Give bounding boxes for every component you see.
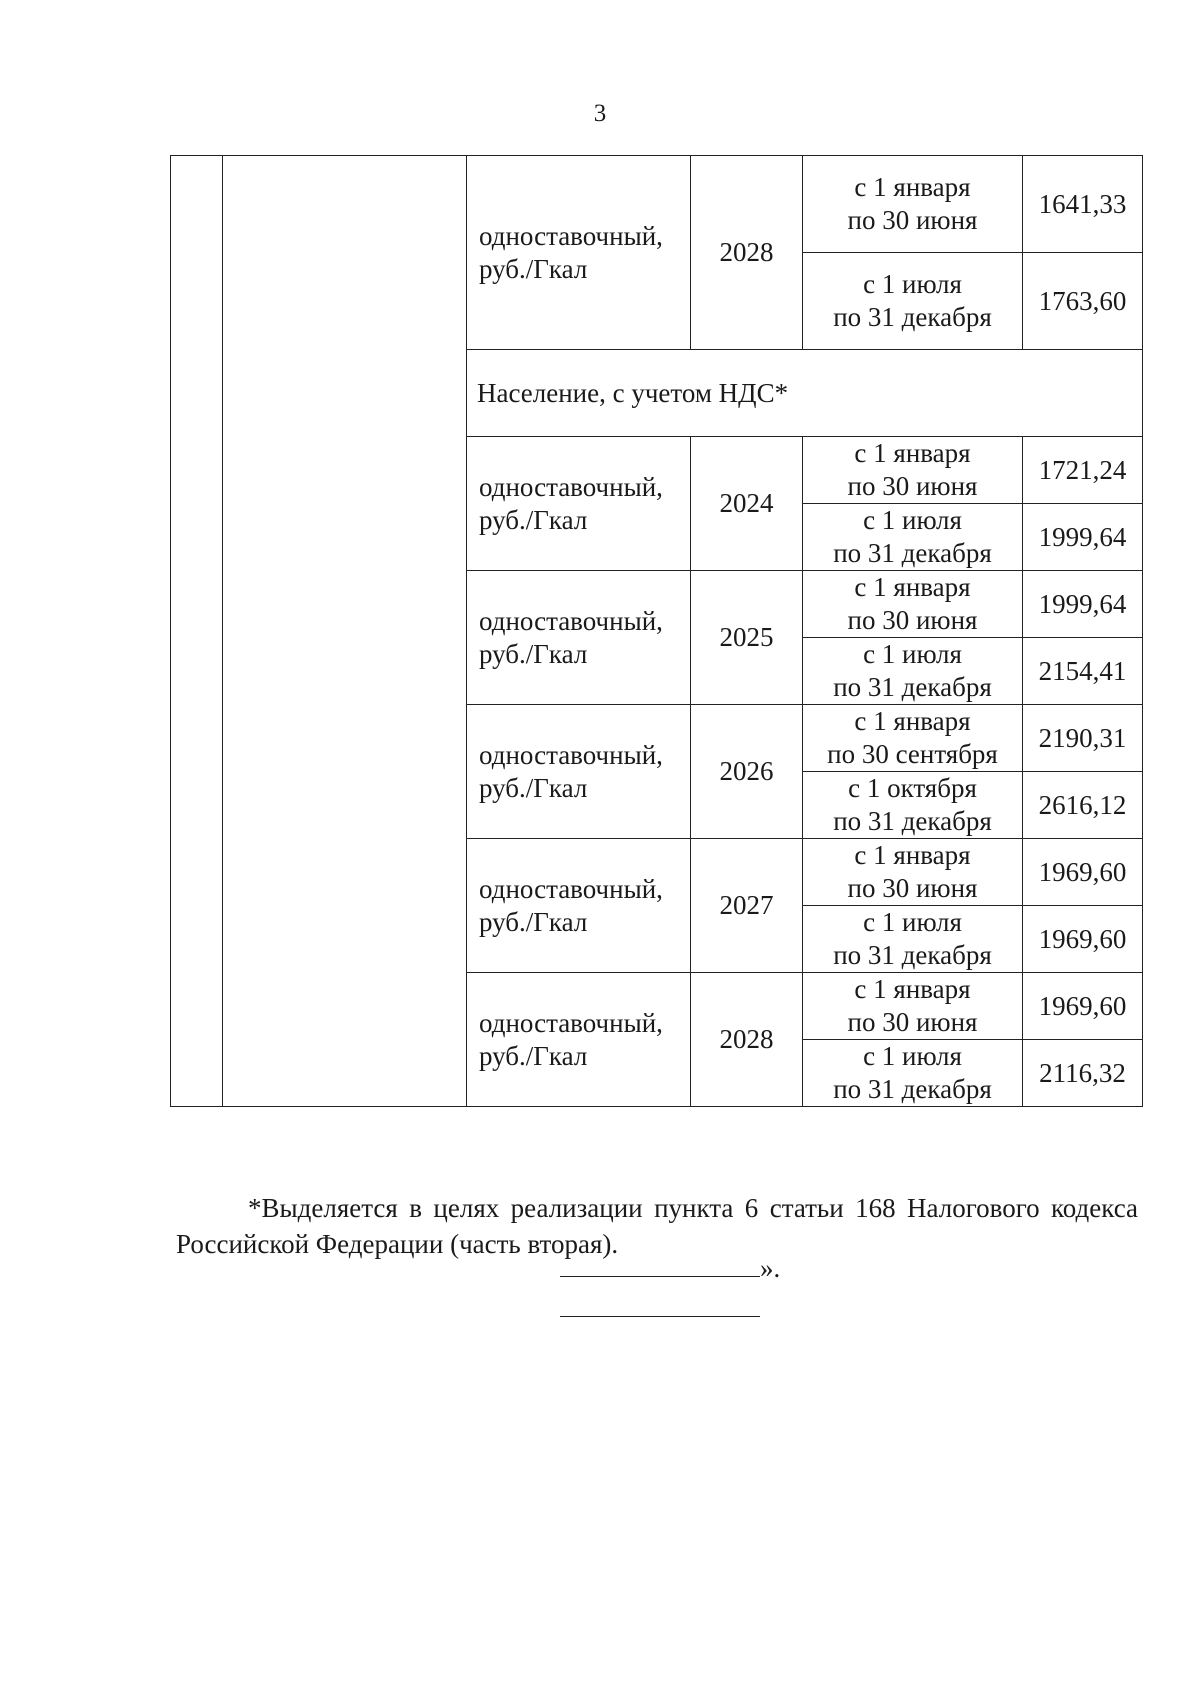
group-label: Население, с учетом НДС*	[467, 350, 1143, 437]
tariff-value-cell: 2616,12	[1023, 772, 1143, 839]
period-cell: с 1 июля по 31 декабря	[803, 638, 1023, 705]
tariff-value-cell: 1721,24	[1023, 437, 1143, 504]
year-cell: 2024	[691, 437, 803, 571]
tariff-type-cell: одноставочный, руб./Гкал	[467, 973, 691, 1107]
tariff-value-cell: 2116,32	[1023, 1040, 1143, 1107]
tariff-value-cell: 1999,64	[1023, 504, 1143, 571]
footnote: *Выделяется в целях реализации пункта 6 статьи 168 Налогового кодекса Российской Федерации (часть вторая).	[176, 1193, 1138, 1259]
tariff-value-cell: 1641,33	[1023, 156, 1143, 253]
year-cell: 2028	[691, 973, 803, 1107]
period-cell: с 1 января по 30 июня	[803, 839, 1023, 906]
period-cell: с 1 октября по 31 декабря	[803, 772, 1023, 839]
tariff-type-cell: одноставочный, руб./Гкал	[467, 705, 691, 839]
tariff-table	[170, 155, 1143, 1107]
tariff-value-cell: 2190,31	[1023, 705, 1143, 772]
page-number: 3	[593, 100, 607, 127]
tariff-type-cell: одноставочный, руб./Гкал	[467, 571, 691, 705]
tariff-value-cell: 1763,60	[1023, 253, 1143, 350]
period-cell: с 1 января по 30 июня	[803, 437, 1023, 504]
year-cell: 2026	[691, 705, 803, 839]
year-cell: 2025	[691, 571, 803, 705]
period-cell: с 1 января по 30 июня	[803, 973, 1023, 1040]
period-cell: с 1 июля по 31 декабря	[803, 1040, 1023, 1107]
period-cell: с 1 июля по 31 декабря	[803, 504, 1023, 571]
period-cell: с 1 июля по 31 декабря	[803, 253, 1023, 350]
tariff-type-cell: одноставочный, руб./Гкал	[467, 437, 691, 571]
tariff-type-cell: одноставочный, руб./Гкал	[467, 156, 691, 350]
tariff-value-cell: 1969,60	[1023, 839, 1143, 906]
period-cell: с 1 июля по 31 декабря	[803, 906, 1023, 973]
closing-underline	[560, 1250, 760, 1277]
table-row	[171, 156, 1143, 253]
index-cell	[171, 156, 223, 1107]
organization-cell	[223, 156, 467, 1107]
tariff-value-cell: 1969,60	[1023, 973, 1143, 1040]
closing-mark: ».	[760, 1253, 781, 1283]
period-cell: с 1 января по 30 июня	[803, 571, 1023, 638]
tariff-value-cell: 1969,60	[1023, 906, 1143, 973]
end-rule	[560, 1316, 760, 1317]
tariff-value-cell: 1999,64	[1023, 571, 1143, 638]
tariff-type-cell: одноставочный, руб./Гкал	[467, 839, 691, 973]
year-cell: 2028	[691, 156, 803, 350]
period-cell: с 1 января по 30 сентября	[803, 705, 1023, 772]
tariff-value-cell: 2154,41	[1023, 638, 1143, 705]
year-cell: 2027	[691, 839, 803, 973]
closing-line	[560, 1250, 780, 1286]
period-cell: с 1 января по 30 июня	[803, 156, 1023, 253]
